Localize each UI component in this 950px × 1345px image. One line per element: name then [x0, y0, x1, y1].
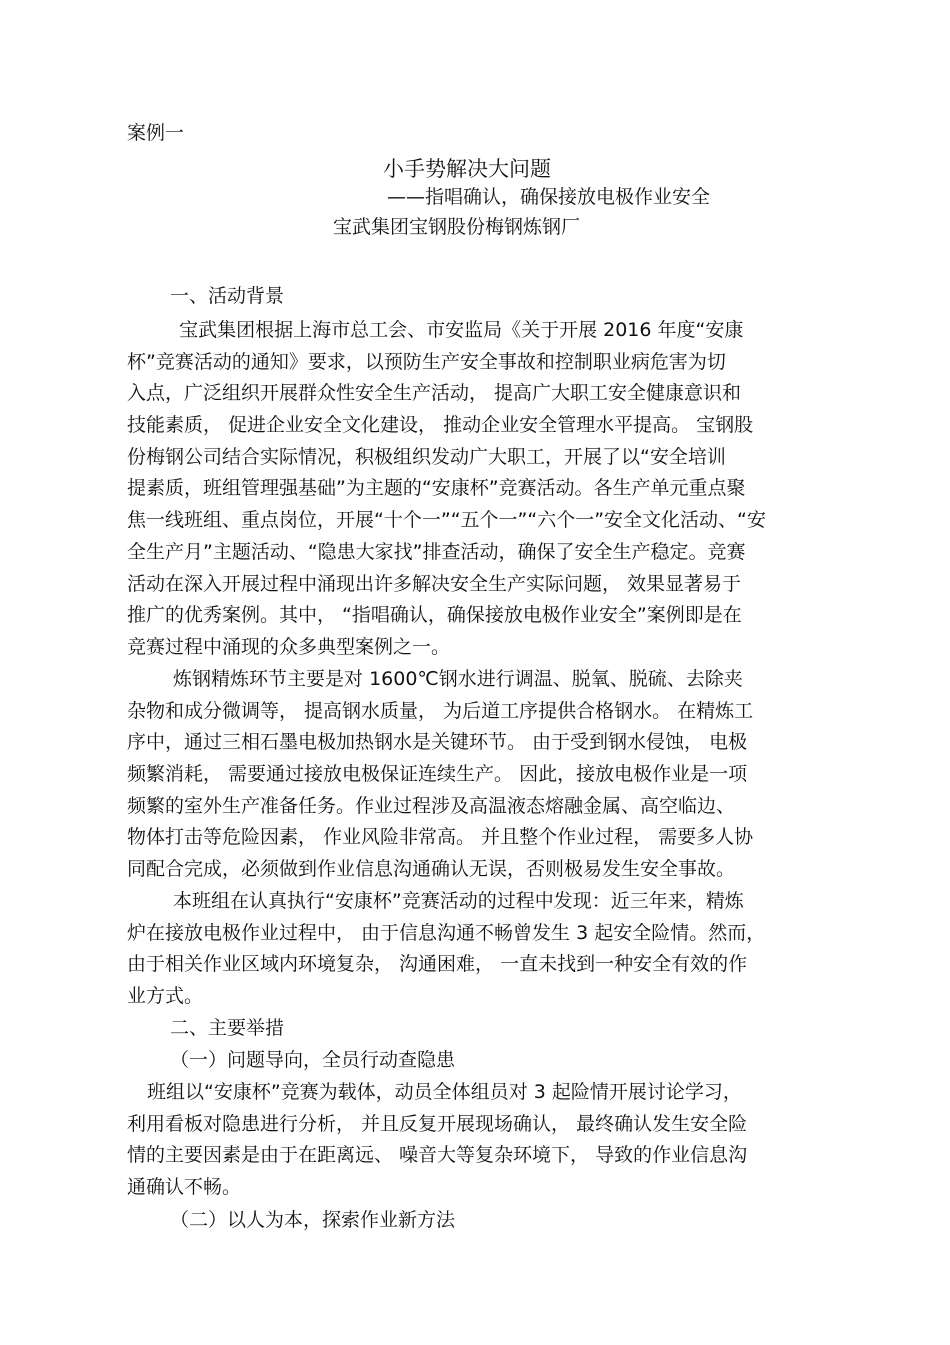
text-line: 推广的优秀案例。其中， “指唱确认，确保接放电极作业安全”案例即是在	[127, 604, 742, 627]
case-label: 案例一	[127, 122, 185, 144]
subsection-heading-1: （一）问题导向，全员行动查隐患	[170, 1049, 456, 1071]
text-line: 炼钢精炼环节主要是对 1600℃钢水进行调温、脱氧、脱硫、去除夹	[167, 668, 743, 690]
text-line: 由于相关作业区域内环境复杂， 沟通困难， 一直未找到一种安全有效的作	[127, 953, 748, 976]
paragraph-refining	[127, 664, 847, 886]
paragraph-background	[127, 315, 847, 664]
text-line: 份梅钢公司结合实际情况，积极组织发动广大职工，开展了以“安全培训	[127, 445, 726, 468]
text-line: 全生产月”主题活动、“隐患大家找”排查活动，确保了安全生产稳定。竞赛	[127, 540, 746, 563]
text-line: 杯”竞赛活动的通知》要求，以预防生产安全事故和控制职业病危害为切	[127, 350, 726, 373]
text-line: 宝武集团根据上海市总工会、市安监局《关于开展 2016 年度“安康	[167, 319, 744, 341]
subsection-heading-2: （二）以人为本，探索作业新方法	[170, 1209, 456, 1231]
text-line: 频繁的室外生产准备任务。作业过程涉及高温液态熔融金属、高空临边、	[127, 794, 736, 817]
organization-name: 宝武集团宝钢股份梅钢炼钢厂	[333, 216, 581, 238]
text-line: 炉在接放电极作业过程中， 由于信息沟通不畅曾发生 3 起安全险情。然而，	[127, 921, 766, 944]
paragraph-team-findings	[127, 886, 847, 1013]
text-line: 频繁消耗， 需要通过接放电极保证连续生产。 因此，接放电极作业是一项	[127, 763, 748, 786]
text-line: 班组以“安康杯”竞赛为载体，动员全体组员对 3 起险情开展讨论学习，	[147, 1081, 742, 1103]
text-line: 技能素质， 促进企业安全文化建设， 推动企业安全管理水平提高。 宝钢股	[127, 414, 754, 437]
document-subtitle: ——指唱确认，确保接放电极作业安全	[387, 186, 711, 208]
text-line: 情的主要因素是由于在距离远、 噪音大等复杂环境下， 导致的作业信息沟	[127, 1144, 748, 1167]
text-line: 物体打击等危险因素， 作业风险非常高。 并且整个作业过程， 需要多人协	[127, 826, 754, 849]
text-line: 业方式。	[127, 985, 204, 1008]
text-line: 利用看板对隐患进行分析， 并且反复开展现场确认， 最终确认发生安全险	[127, 1112, 748, 1135]
text-line: 活动在深入开展过程中涌现出许多解决安全生产实际问题， 效果显著易于	[127, 572, 742, 595]
text-line: 竞赛过程中涌现的众多典型案例之一。	[127, 635, 451, 658]
section-heading-measures: 二、主要举措	[170, 1017, 285, 1039]
text-line: 同配合完成，必须做到作业信息沟通确认无误，否则极易发生安全事故。	[127, 858, 736, 881]
paragraph-problem-oriented	[127, 1077, 847, 1204]
text-line: 入点，广泛组织开展群众性安全生产活动， 提高广大职工安全健康意识和	[127, 382, 742, 405]
text-line: 焦一线班组、重点岗位，开展“十个一”“五个一”“六个一”安全文化活动、“安	[127, 509, 766, 532]
document-title: 小手势解决大问题	[383, 157, 551, 181]
text-line: 通确认不畅。	[127, 1176, 242, 1199]
text-line: 序中，通过三相石墨电极加热钢水是关键环节。 由于受到钢水侵蚀， 电极	[127, 731, 748, 754]
text-line: 杂物和成分微调等， 提高钢水质量， 为后道工序提供合格钢水。 在精炼工	[127, 699, 754, 722]
section-heading-background: 一、活动背景	[170, 285, 285, 307]
text-line: 提素质，班组管理强基础”为主题的“安康杯”竞赛活动。各生产单元重点聚	[127, 477, 746, 500]
text-line: 本班组在认真执行“安康杯”竞赛活动的过程中发现：近三年来，精炼	[167, 890, 744, 912]
